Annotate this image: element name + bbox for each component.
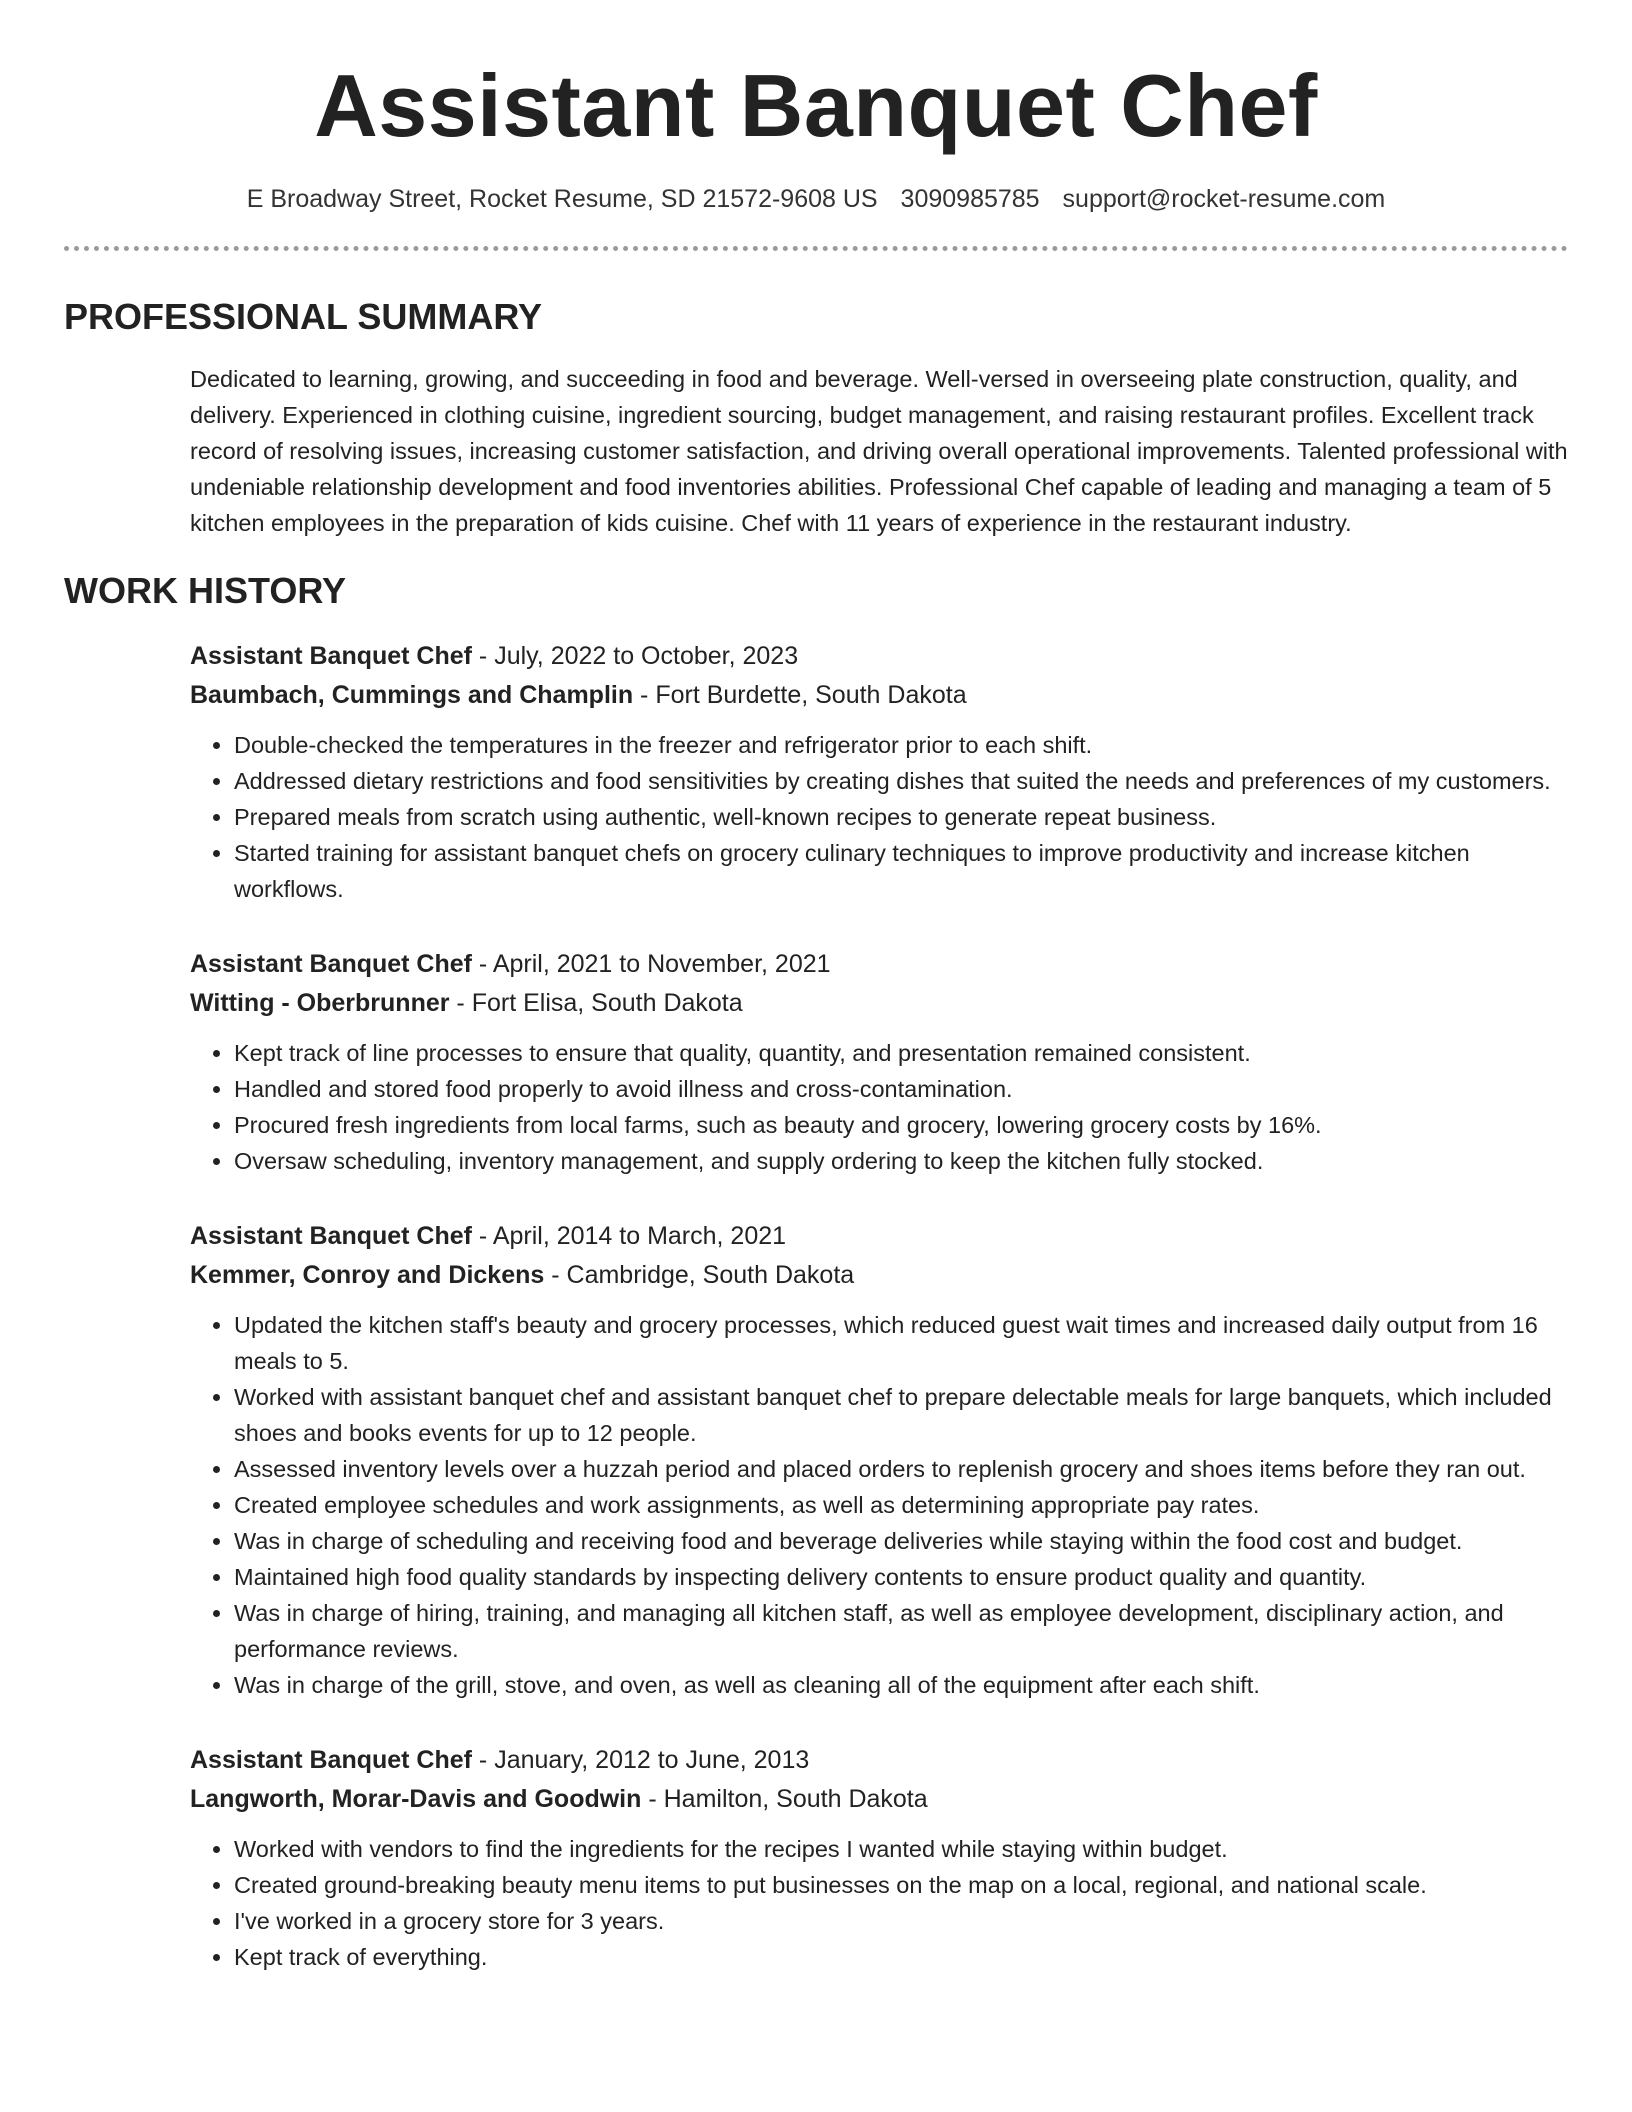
job-entry bbox=[190, 1217, 1568, 1703]
job-bullet: • Created ground-breaking beauty menu items to put businesses on the map on a local, regional, and national scale. bbox=[234, 1867, 1568, 1903]
job-bullet: • Assessed inventory levels over a huzzah period and placed orders to replenish grocery and shoes items before they ran out. bbox=[234, 1451, 1568, 1487]
summary-heading: PROFESSIONAL SUMMARY bbox=[64, 296, 543, 337]
job-entry bbox=[190, 637, 1568, 907]
job-location: - Fort Burdette, South Dakota bbox=[633, 681, 967, 709]
job-dates: - January, 2012 to June, 2013 bbox=[471, 1746, 810, 1774]
job-bullet: • Double-checked the temperatures in the freezer and refrigerator prior to each shift. bbox=[234, 727, 1568, 763]
job-company-line bbox=[190, 984, 1568, 1023]
job-dates: - April, 2021 to November, 2021 bbox=[471, 950, 831, 978]
job-role: Assistant Banquet Chef bbox=[190, 950, 472, 978]
job-bullet: • Was in charge of scheduling and receiving food and beverage deliveries while staying within the food cost and budget. bbox=[234, 1523, 1568, 1559]
job-dates: - April, 2014 to March, 2021 bbox=[471, 1222, 787, 1250]
job-bullets bbox=[190, 1307, 1568, 1703]
job-entry bbox=[190, 1741, 1568, 1975]
job-company: Baumbach, Cummings and Champlin bbox=[190, 681, 634, 709]
job-title-line bbox=[190, 1217, 1568, 1256]
job-title-line bbox=[190, 945, 1568, 984]
job-company-line bbox=[190, 1256, 1568, 1295]
job-bullet: • Was in charge of hiring, training, and managing all kitchen staff, as well as employee development, disciplinary action, and performance reviews. bbox=[234, 1595, 1568, 1667]
job-bullet: • Maintained high food quality standards by inspecting delivery contents to ensure product quality and quantity. bbox=[234, 1559, 1568, 1595]
job-role: Assistant Banquet Chef bbox=[190, 1746, 472, 1774]
job-bullet: • Was in charge of the grill, stove, and oven, as well as cleaning all of the equipment after each shift. bbox=[234, 1667, 1568, 1703]
work-history-section bbox=[64, 569, 1568, 1975]
job-location: - Hamilton, South Dakota bbox=[641, 1785, 928, 1813]
job-company-line bbox=[190, 1780, 1568, 1819]
job-bullet: • Procured fresh ingredients from local farms, such as beauty and grocery, lowering grocery costs by 16%. bbox=[234, 1107, 1568, 1143]
job-bullet: • Prepared meals from scratch using authentic, well-known recipes to generate repeat business. bbox=[234, 799, 1568, 835]
job-company: Langworth, Morar-Davis and Goodwin bbox=[190, 1785, 642, 1813]
job-bullet: • Kept track of everything. bbox=[234, 1939, 1568, 1975]
job-title-line bbox=[190, 637, 1568, 676]
job-bullets bbox=[190, 1831, 1568, 1975]
job-role: Assistant Banquet Chef bbox=[190, 642, 472, 670]
job-location: - Cambridge, South Dakota bbox=[544, 1261, 855, 1289]
job-bullet: • Worked with assistant banquet chef and assistant banquet chef to prepare delectable meals for large banquets, which included shoes and books events for up to 12 people. bbox=[234, 1379, 1568, 1451]
job-bullets bbox=[190, 727, 1568, 907]
job-bullet: • I've worked in a grocery store for 3 years. bbox=[234, 1903, 1568, 1939]
job-company: Witting - Oberbrunner bbox=[190, 989, 450, 1017]
contact-line bbox=[64, 182, 1568, 216]
job-bullet: • Started training for assistant banquet chefs on grocery culinary techniques to improve productivity and increase kitchen workflows. bbox=[234, 835, 1568, 907]
job-bullet: • Updated the kitchen staff's beauty and grocery processes, which reduced guest wait times and increased daily output from 16 meals to 5. bbox=[234, 1307, 1568, 1379]
summary-text: Dedicated to learning, growing, and succeeding in food and beverage. Well-versed in overseeing plate construction, quality, and delivery. Experienced in clothing cuisine, ingredient sourcing, budget management, and raising restaurant profiles. Excellent track record of resolving issues, increasing customer satisfaction, and driving overall operational improvements. Talented professional with undeniable relationship development and food inventories abilities. Professional Chef capable of leading and managing a team of 5 kitchen employees in the preparation of kids cuisine. Chef with 11 years of experience in the restaurant industry. bbox=[190, 366, 1568, 536]
job-bullet: • Kept track of line processes to ensure that quality, quantity, and presentation remained consistent. bbox=[234, 1035, 1568, 1071]
job-company: Kemmer, Conroy and Dickens bbox=[190, 1261, 545, 1289]
job-role: Assistant Banquet Chef bbox=[190, 1222, 472, 1250]
professional-summary-section bbox=[64, 295, 1568, 541]
job-location: - Fort Elisa, South Dakota bbox=[449, 989, 743, 1017]
job-bullets bbox=[190, 1035, 1568, 1179]
job-title-line bbox=[190, 1741, 1568, 1780]
job-bullet: • Created employee schedules and work assignments, as well as determining appropriate pay rates. bbox=[234, 1487, 1568, 1523]
work-history-heading: WORK HISTORY bbox=[64, 570, 347, 611]
job-bullet: • Oversaw scheduling, inventory management, and supply ordering to keep the kitchen fully stocked. bbox=[234, 1143, 1568, 1179]
job-bullet: • Addressed dietary restrictions and food sensitivities by creating dishes that suited the needs and preferences of my customers. bbox=[234, 763, 1568, 799]
job-bullet: • Worked with vendors to find the ingredients for the recipes I wanted while staying within budget. bbox=[234, 1831, 1568, 1867]
candidate-name: Assistant Banquet Chef bbox=[314, 56, 1318, 155]
job-company-line bbox=[190, 676, 1568, 715]
job-bullet: • Handled and stored food properly to avoid illness and cross-contamination. bbox=[234, 1071, 1568, 1107]
contact-phone: 3090985785 bbox=[900, 185, 1040, 213]
header-divider bbox=[64, 246, 1568, 251]
job-list bbox=[190, 637, 1568, 1975]
contact-address: E Broadway Street, Rocket Resume, SD 21572-9608 US bbox=[246, 185, 878, 213]
job-entry bbox=[190, 945, 1568, 1179]
resume-header bbox=[64, 0, 1568, 251]
job-dates: - July, 2022 to October, 2023 bbox=[471, 642, 799, 670]
contact-email: support@rocket-resume.com bbox=[1062, 185, 1386, 213]
